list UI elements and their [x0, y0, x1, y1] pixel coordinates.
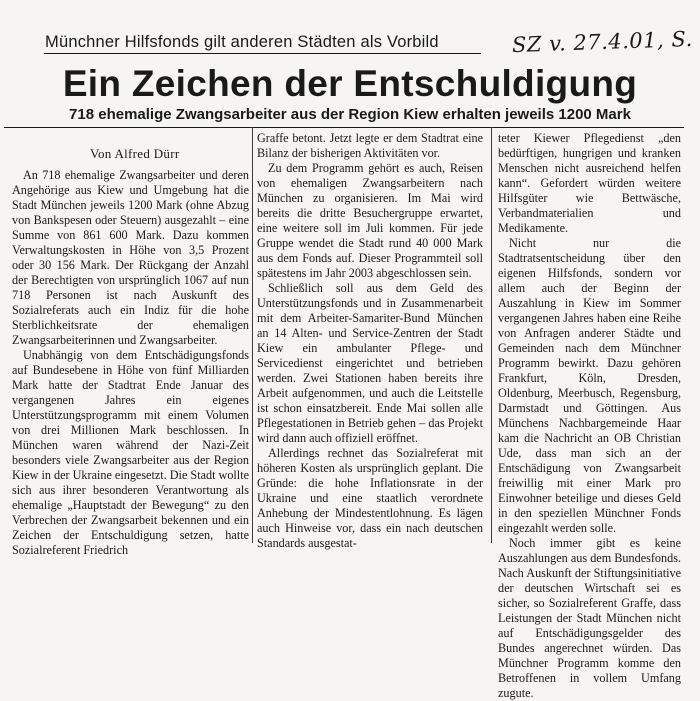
byline: Von Alfred Dürr	[90, 146, 180, 161]
paragraph: Graffe betont. Jetzt legte er dem Stadtrat eine Bilanz der bisherigen Aktivitäten vor.	[257, 131, 483, 160]
kicker-line: Münchner Hilfsfonds gilt anderen Städten als Vorbild	[45, 33, 439, 51]
paragraph: teter Kiewer Pflegedienst „den bedürftigen, hungrigen und kranken Menschen nicht ausreichend helfen kann“. Gefordert würden weitere Hilfsgüter wie Bettwäsche, Verbandmaterialien und Medikamente.	[498, 131, 681, 235]
kicker-rule	[44, 53, 481, 54]
paragraph: Nicht nur die Stadtratsentscheidung über den eigenen Hilfsfonds, sondern vor allem auch der Beginn der Auszahlung in Kiew im Sommer vergangenen Jahres haben eine Reihe von Anfragen anderer Städte und Gemeinden nach dem Münchner Programm bewirkt. Dazu gehören Frankfurt, Köln, Dresden, Oldenburg, Meerbusch, Regensburg, Darmstadt und Göttingen. Aus Münchens Nachbargemeinde Haar kam die Nachricht an OB Christian Ude, dass man sich an der Entschädigung von Zwangsarbeit freiwillig mit einer Mark pro Einwohner beteilige und dieses Geld in den speziellen Münchner Fonds eingezahlt werden solle.	[498, 236, 681, 535]
article-column-2	[257, 131, 483, 551]
headline: Ein Zeichen der Entschuldigung	[62, 63, 638, 104]
paragraph: Unabhängig von dem Entschädigungsfonds auf Bundesebene in Höhe von fünf Milliarden Mark hatte der Stadtrat Ende Januar des vergangenen Jahres ein eigenes Unterstützungsprogramm mit einem Volumen von drei Millionen Mark beschlossen. In München waren während der Nazi-Zeit besonders viele Zwangsarbeiter aus der Region Kiew in der Ukraine eingesetzt. Die Stadt wollte sich aus ihrer besonderen Verantwortung als ehemalige „Hauptstadt der Bewegung“ zu den Verbrechen der Zwangsarbeit bekennen und ein Zeichen der Entschuldigung setzen, hatte Sozialreferent Friedrich	[12, 348, 249, 557]
subheadline: 718 ehemalige Zwangsarbeiter aus der Region Kiew erhalten jeweils 1200 Mark	[69, 106, 631, 123]
paragraph: An 718 ehemalige Zwangsarbeiter und deren Angehörige aus Kiew und Umgebung hat die Stadt München jeweils 1200 Mark (ohne Abzug von Bankspesen oder Steuern) ausgezahlt – eine Summe von 861 600 Mark. Dazu kommen Verwaltungskosten in Höhe von 3,5 Prozent oder 30 156 Mark. Der Rückgang der Anzahl der Berechtigten von ursprünglich 1067 auf nun 718 Personen ist nach Auskunft des Sozialreferats auch ein Indiz für die hohe Sterblichkeitsrate der ehemaligen Zwangsarbeiterinnen und Zwangsarbeiter.	[12, 168, 249, 347]
paragraph: Zu dem Programm gehört es auch, Reisen von ehemaligen Zwangsarbeitern nach München zu organisieren. Im Mai wird bereits die dritte Besuchergruppe erwartet, eine weitere soll im Juli kommen. Für jede Gruppe wendet die Stadt rund 40 000 Mark aus dem Fonds auf. Dieser Programmteil soll spätestens im Jahr 2003 abgeschlossen sein.	[257, 161, 483, 280]
paragraph: Allerdings rechnet das Sozialreferat mit höheren Kosten als ursprünglich geplant. Die Gründe: die hohe Inflationsrate in der Ukraine und eine staatlich verordnete Anhebung der Mindestentlohnung. Es lägen auch Hinweise vor, dass ein nach deutschen Standards ausgestat-	[257, 446, 483, 550]
handwritten-source-note: SZ v. 27.4.01, S.	[511, 26, 694, 58]
article-column-3	[498, 131, 681, 701]
paragraph: Schließlich soll aus dem Geld des Unterstützungsfonds und in Zusammenarbeit mit dem Arbeiter-Samariter-Bund München an 14 Alten- und Service-Zentren der Stadt Kiew ein ambulanter Pflege- und Servicedienst eingerichtet und betrieben werden. Zwei Stationen haben bereits ihre Arbeit aufgenommen, und auch die Leitstelle ist schon einsatzbereit. Ende Mai sollen alle Pflegestationen in Betrieb gehen – das Projekt wird dann auch offiziell eröffnet.	[257, 281, 483, 445]
column-divider	[252, 127, 253, 543]
column-divider	[491, 127, 492, 543]
paragraph: Noch immer gibt es keine Auszahlungen aus dem Bundesfonds. Nach Auskunft der Stiftungsinitiative der deutschen Wirtschaft sei es sicher, so Sozialreferent Graffe, dass Leistungen der Stadt München nicht auf Entschädigungsgelder des Bundes angerechnet würden. Das Münchner Programm komme den Betroffenen in vollem Umfang zugute.	[498, 536, 681, 700]
article-column-1	[12, 168, 249, 558]
header-rule	[4, 127, 684, 128]
